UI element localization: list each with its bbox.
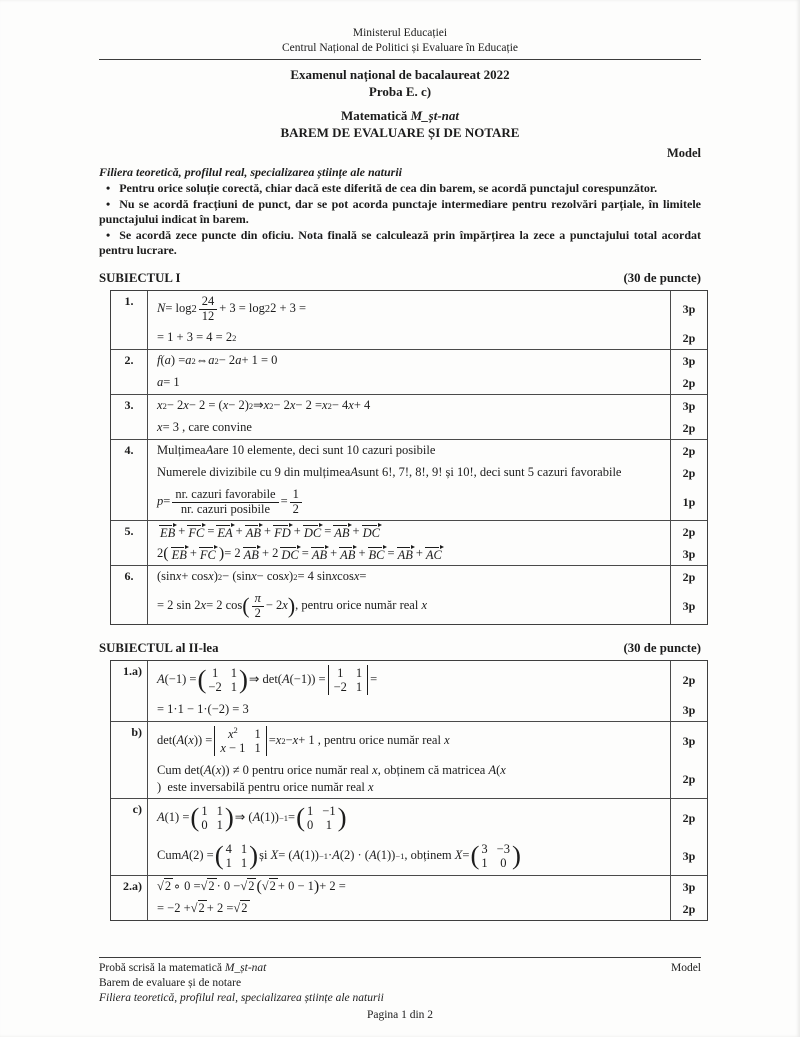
title-block: [99, 67, 701, 142]
points-badge: 2p: [670, 661, 707, 699]
points-badge: 2p: [670, 462, 707, 484]
solution-step: det( A ( x )) = $x^2$ 1 x − 1 1 = x 2 − x + 1 , pentru orice număr real x: [157, 724, 450, 755]
points-badge: 3p: [670, 588, 707, 624]
solution-line: [148, 350, 707, 372]
row-number: 4.: [111, 440, 148, 520]
solution-step: x 2 − 2 x − 2 = ( x − 2) 2 ⇒ x 2 − 2 x − 2 = x 2 − 4 x + 4: [157, 398, 371, 413]
grading-rule-item: • Pentru orice soluție corectă, chiar dacă este diferită de cea din barem, se acordă punctajul corespunzător.: [99, 181, 701, 197]
solution-step: f ( a ) = a 2 ⇔ a 2 − 2 a + 1 = 0: [157, 353, 278, 368]
points-badge: 3p: [670, 291, 707, 327]
table-row: [111, 291, 707, 350]
solution-step: (sin x + cos x ) 2 − (sin x − cos x ) 2 = 4 sin x cos x =: [157, 569, 367, 584]
grading-rules: [99, 181, 701, 259]
solution-step: x = 3 , care convine: [157, 420, 252, 435]
footer-row1: [99, 961, 701, 976]
ministry-line: Ministerul Educației: [352, 27, 448, 39]
bullet-icon: •: [106, 196, 111, 211]
solution-line: [148, 876, 707, 898]
bullet-icon: •: [106, 227, 111, 242]
subject2-title: SUBIECTUL al II-lea: [99, 641, 219, 656]
row-number: b): [111, 722, 148, 798]
solution-line: [148, 566, 707, 588]
solution-step: 2 ( EB + FC ) = 2 AB + 2 DC = AB + AB + BC = AB + AC: [157, 545, 442, 563]
solution-line: [148, 521, 707, 543]
points-badge: 1p: [670, 484, 707, 520]
solution-step: Mulțimea A are 10 elemente, deci sunt 10 cazuri posibile: [157, 443, 436, 458]
solution-line: [148, 291, 707, 327]
header-divider: [99, 59, 701, 60]
solution-step: √2 ∘ 0 = √2 · 0 − √2 ( √2 + 0 − 1 ) + 2 =: [157, 878, 346, 896]
org-header: [99, 26, 701, 56]
row-number: 1.: [111, 291, 148, 349]
subject-prefix: Matematică: [340, 107, 408, 123]
table-row: [111, 521, 707, 566]
points-badge: 2p: [670, 521, 707, 543]
solution-step: EB + FC = EA + AB + FD + DC = AB + DC: [160, 524, 380, 541]
solution-line: [148, 898, 707, 920]
points-badge: 3p: [670, 699, 707, 721]
page-footer: [99, 957, 701, 1023]
points-badge: 3p: [670, 543, 707, 565]
subject-code: M_șt-nat: [410, 107, 460, 123]
solution-step: Numerele divizibile cu 9 din mulțimea A sunt 6!, 7!, 8!, 9! și 10!, deci sunt 5 cazuri favorabile: [157, 465, 622, 480]
footer-proba: Probă scrisă la matematică M_șt-nat: [99, 962, 267, 975]
exam-title: Examenul național de bacalaureat 2022: [290, 66, 510, 82]
points-badge: 2p: [670, 372, 707, 394]
solution-line: [148, 588, 707, 624]
solution-line: [148, 327, 707, 349]
table-row: [111, 566, 707, 624]
points-badge: 3p: [670, 350, 707, 372]
solution-step: = −2 + √2 + 2 = √2: [157, 901, 248, 916]
bullet-icon: •: [106, 181, 111, 196]
points-badge: 3p: [670, 722, 707, 760]
solution-step: N = log 2 $\frac{24}{12}$ + 3 = log 2 2 + 3 =: [157, 294, 307, 323]
table-row: [111, 799, 707, 876]
solution-step: Cum A (2) = ( 4 1 1 1 ) și X = ( A (1)) −1 · A (2) · ( A (1)) −1 , obținem X = ( 3 −3 1 0 ): [157, 840, 521, 871]
points-badge: 2p: [670, 898, 707, 920]
row-number: 1.a): [111, 661, 148, 721]
subject1-table: [110, 290, 708, 625]
points-badge: 2p: [670, 566, 707, 588]
solution-line: [148, 484, 707, 520]
table-row: [111, 395, 707, 440]
table-row: [111, 876, 707, 920]
solution-line: [148, 372, 707, 394]
solution-step: Cum det( A ( x )) ≠ 0 pentru orice număr real x , obținem că matricea A ( x ) este inversabilă pentru orice număr real x: [157, 763, 506, 794]
proba-title: Proba E. c): [368, 83, 432, 99]
subject2-points: (30 de puncte): [623, 641, 701, 656]
solution-line: [148, 699, 707, 721]
points-badge: 2p: [670, 799, 707, 837]
points-badge: 3p: [670, 395, 707, 417]
model-label: Model: [666, 146, 701, 161]
solution-line: [148, 661, 707, 699]
solution-line: [148, 462, 707, 484]
row-number: 5.: [111, 521, 148, 565]
table-row: [111, 350, 707, 395]
subject-title: [99, 108, 701, 125]
row-number: 3.: [111, 395, 148, 439]
solution-step: = 1·1 − 1·(−2) = 3: [157, 702, 249, 717]
solution-step: p = $\frac{\text{nr. cazuri favorabile}}{\text{nr. cazuri posibile}}$ = $\frac{1}{2}$: [148, 484, 670, 520]
solution-step: = 1 + 3 = 4 = 2 2: [157, 330, 237, 345]
solution-step: = 2 sin 2 x = 2 cos ( $\frac{\pi}{2}$ − 2 x ) , pentru orice număr real x: [157, 591, 428, 620]
subject1-heading: [99, 271, 701, 287]
footer-model: Model: [670, 962, 701, 975]
grading-rule-item: • Se acordă zece puncte din oficiu. Nota finală se calculează prin împărțirea la zece a punctajului total acordat pentru lucrare.: [99, 227, 701, 258]
subject1-points: (30 de puncte): [623, 271, 701, 286]
footer-barem: Barem de evaluare și de notare: [99, 977, 242, 990]
solution-line: [148, 760, 707, 798]
grading-rule-item: • Nu se acordă fracțiuni de punct, dar se pot acorda punctaje intermediare pentru rezolvări parțiale, în limitele punctajului indicat în barem.: [99, 196, 701, 227]
solution-line: [148, 440, 707, 462]
solution-step: a = 1: [157, 375, 180, 390]
subject2-table: [110, 660, 708, 921]
center-line: Centrul Național de Politici și Evaluare în Educație: [281, 41, 518, 54]
row-number: c): [111, 799, 148, 875]
solution-line: [148, 722, 707, 760]
points-badge: 2p: [670, 417, 707, 439]
row-number: 2.a): [111, 876, 148, 920]
row-number: 6.: [111, 566, 148, 624]
points-badge: 3p: [670, 837, 707, 875]
barem-title: BAREM DE EVALUARE ȘI DE NOTARE: [280, 124, 520, 140]
points-badge: 2p: [670, 760, 707, 798]
solution-line: [148, 543, 707, 565]
table-row: [111, 722, 707, 799]
subject2-heading: [99, 641, 701, 657]
subject1-title: SUBIECTUL I: [99, 271, 181, 286]
page-number: Pagina 1 din 2: [366, 1009, 434, 1022]
solution-step: A (1) = ( 1 1 0 1 ) ⇒ ( A (1)) −1 = ( 1 −1 0 1 ): [157, 802, 347, 833]
solution-line: [148, 395, 707, 417]
table-row: [111, 440, 707, 521]
points-badge: 3p: [670, 876, 707, 898]
solution-line: [148, 417, 707, 439]
row-number: 2.: [111, 350, 148, 394]
solution-line: [148, 837, 707, 875]
filiera-line: Filiera teoretică, profilul real, specializarea științe ale naturii: [99, 165, 402, 180]
solution-step: A (−1) = ( 1 1 −2 1 ) ⇒ det( A (−1)) = 1 1 −2 1 =: [157, 664, 378, 695]
points-badge: 2p: [670, 440, 707, 462]
table-row: [111, 661, 707, 722]
footer-filiera: Filiera teoretică, profilul real, specializarea științe ale naturii: [99, 992, 384, 1005]
points-badge: 2p: [670, 327, 707, 349]
solution-line: [148, 799, 707, 837]
